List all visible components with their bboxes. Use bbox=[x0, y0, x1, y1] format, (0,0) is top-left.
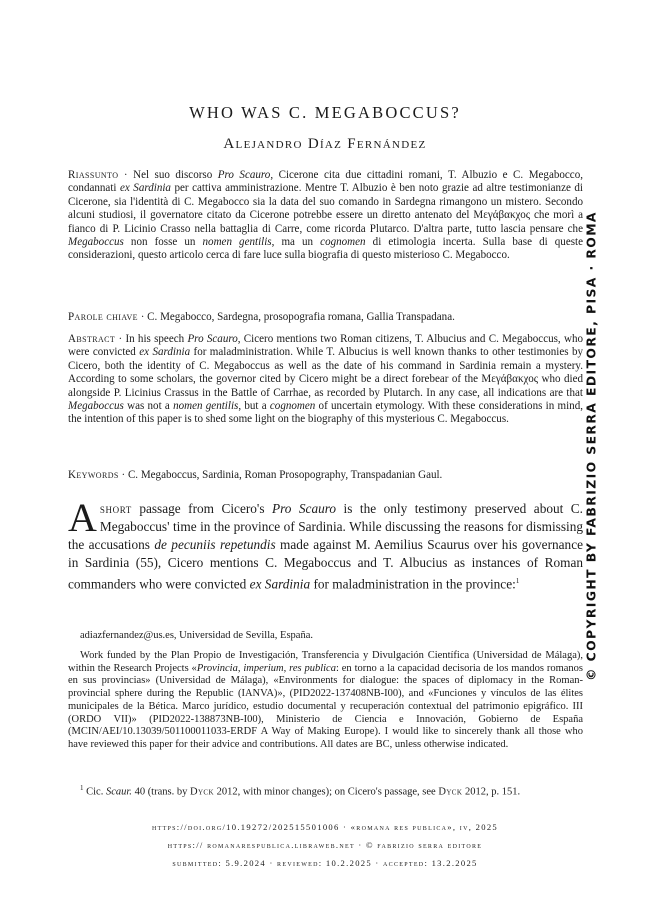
footnote-ref[interactable]: 1 bbox=[515, 577, 520, 585]
riassunto-paragraph: Riassunto · Nel suo discorso Pro Scauro, Cicerone cita due cittadini romani, T. Albuzio e C. Megabocco, condannati ex Sardinia per cattiva amministrazione. Mentre T. Albuzio è ben noto grazie ad altre testimonianze di Cicerone, sia l'identità di C. Megabocco sia la data del suo comando in Sardegna rimangono un mistero. Secondo alcuni studiosi, il governatore citato da Cicerone potrebbe essere un diretto antenato del Μεγάβακχος che morì a fianco di P. Licinio Crasso nella battaglia di Carre, come ricorda Plutarco. D'altra parte, tutto lascia pensare che Megaboccus non fosse un nomen gentilis, ma un cognomen di etimologia incerta. Sulla base di queste considerazioni, questo articolo cerca di fare luce sulla biografia di questo misterioso C. Megabocco. bbox=[68, 169, 584, 262]
copyright-vertical-banner bbox=[571, 206, 611, 686]
keywords-paragraph: Keywords · C. Megaboccus, Sardinia, Roman Prosopography, Transpadanian Gaul. bbox=[68, 469, 443, 481]
keywords-label: Keywords bbox=[68, 469, 119, 481]
lead-in: short bbox=[99, 501, 132, 516]
footer-doi-line: https://doi.org/10.19272/202515501006 · «romana res publica», iv, 2025 bbox=[151, 822, 499, 832]
author-name: Alejandro Díaz Fernández bbox=[223, 136, 427, 152]
footnote-1: $^1$ Cic. Scaur. 40 (trans. by Dyck 2012, with minor changes); on Cicero's passage, see Dyck 2012, p. 151. bbox=[80, 784, 521, 798]
funding-note: Work funded by the Plan Propio de Investigación, Transferencia y Divulgación Científica (Universidad de Málaga), within the Research Projects «Provincia, imperium, res publica: en torno a la capacidad decisoria de los mandos romanos en sus provincias» (Universidad de Málaga), «Environments for dialogue: the spaces of diplomacy in the Roman-provincial sphere during the Republic (IANVA)», (PID2022-137408NB-I00), and «Funciones y vínculos de las élites municipales de la Bética. Marco jurídico, estudio documental y recuperación contextual del patrimonio epigráfico. III (ORDO VII)» (PID2022-138873NB-I00), Ministerio de Ciencia e Innovación, Gobierno de España (MCIN/AEI/10.13039/501100011033-ERDF A Way of Making Europe). I would like to sincerely thank all those who have reviewed this paper for their advice and contributions. All dates are BC, unless otherwise indicated. bbox=[68, 650, 583, 750]
riassunto-label: Riassunto bbox=[68, 169, 119, 181]
parole-chiave-paragraph: Parole chiave · C. Megabocco, Sardegna, prosopografia romana, Gallia Transpadana. bbox=[68, 311, 455, 323]
abstract-label: Abstract bbox=[68, 333, 116, 345]
body-paragraph: Ashort passage from Cicero's Pro Scauro is the only testimony preserved about C. Megaboccus' time in the province of Sardinia. While discussing the reasons for dismissing the accusations de pecuniis repetundis made against M. Aemilius Scaurus over his governance in Sardinia (55), Cicero mentions C. Megaboccus and T. Albucius as instances of Roman commanders who were convicted ex Sardinia for maladministration in the province:$^1$ bbox=[68, 495, 584, 592]
footer-website-line: https:// romanarespublica.libraweb.net · © fabrizio serra editore bbox=[167, 840, 483, 850]
drop-cap: A bbox=[68, 495, 97, 540]
article-title: WHO WAS C. MEGABOCCUS? bbox=[189, 103, 461, 122]
footnote-number: 1 bbox=[80, 784, 84, 792]
abstract-paragraph: Abstract · In his speech Pro Scauro, Cicero mentions two Roman citizens, T. Albucius and C. Megaboccus, who were convicted ex Sardinia for maladministration. While T. Albucius is well known thanks to other testimonies by Cicero, both the identity of C. Megaboccus as well as the date of his command in Sardinia remain a mystery. According to some scholars, the governor cited by Cicero might be a direct forebear of the Μεγάβακχος who died alongside P. Licinius Crassus in the Battle of Carrhae, as recorded by Plutarch. In any case, all indications are that Megaboccus was not a nomen gentilis, but a cognomen of uncertain etymology. With these considerations in mind, the intention of this paper is to shed some light on the biography of this mysterious C. Megaboccus. bbox=[68, 333, 584, 426]
parole-chiave-label: Parole chiave bbox=[68, 311, 138, 323]
footer-dates-line: submitted: 5.9.2024 · reviewed: 10.2.2025 · accepted: 13.2.2025 bbox=[172, 858, 478, 868]
copyright-text: © COPYRIGHT BY FABRIZIO SERRA EDITORE, PISA · ROMA bbox=[583, 211, 599, 681]
author-affiliation: adiazfernandez@us.es, Universidad de Sevilla, España. bbox=[80, 630, 313, 641]
